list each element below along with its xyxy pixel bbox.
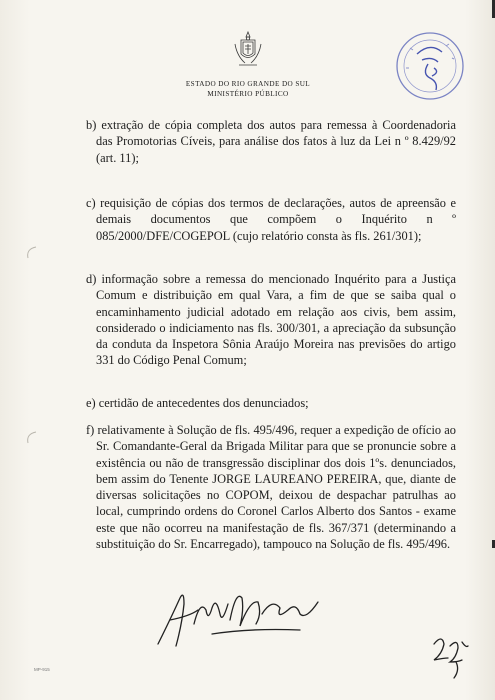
list-item-text: c) requisição de cópias dos termos de declarações, autos de apreensão e demais documentos que compõem o Inquérito n º 085/2000/DFE/COGEPOL (cujo relatório consta às fls. 261/301); [86,196,456,243]
page-number-stamp [392,28,468,104]
coat-of-arms-icon [233,30,263,68]
punch-hole-mark [24,245,38,259]
punch-hole-mark [24,430,38,444]
list-item-text: f) relativamente à Solução de fls. 495/496, requer a expedição de ofício ao Sr. Comandante-Geral da Brigada Militar para que se pronuncie sobre a existência ou não de transgressão disciplinar dos dois 1ºs. denunciados, bem assim do Tenente JORGE LAUREANO PEREIRA, que, diante de diversas solicitações no COPOM, deixou de despachar patrulhas ao local, cumprindo ordens do Coronel Carlos Alberto dos Santos - exame este que não ocorreu na manifestação de fls. 367/371 (determinando a substituição do Sr. Encarregado), tampouco na Solução de fls. 495/496. [86,423,456,552]
header-state: ESTADO DO RIO GRANDE DO SUL [185,80,311,88]
list-item-text: b) extração de cópia completa dos autos para remessa à Coordenadoria das Promotorias Cíveis, para análise dos fatos à luz da Lei n º 8.429/92 (art. 11); [86,118,456,165]
list-item-text: e) certidão de antecedentes dos denunciados; [86,396,309,410]
list-item-e [86,395,456,411]
form-code: MP-915 [34,667,50,672]
handwritten-initials [428,632,472,680]
header-ministry: MINISTÉRIO PÚBLICO [207,90,289,98]
list-item-d [86,271,456,369]
list-item-b [86,117,456,166]
list-item-f [86,422,456,552]
handwritten-signature [150,580,330,660]
list-item-c [86,195,456,244]
list-item-text: d) informação sobre a remessa do mencionado Inquérito para a Justiça Comum e distribuição em qual Vara, a fim de que se saiba qual o encaminhamento judicial adotado em relação aos civis, bem assim, considerado o indiciamento nas fls. 300/301, a apreciação da subsunção da conduta da Inspetora Sônia Araújo Moreira nas previsões do artigo 331 do Código Penal Comum; [86,272,456,368]
